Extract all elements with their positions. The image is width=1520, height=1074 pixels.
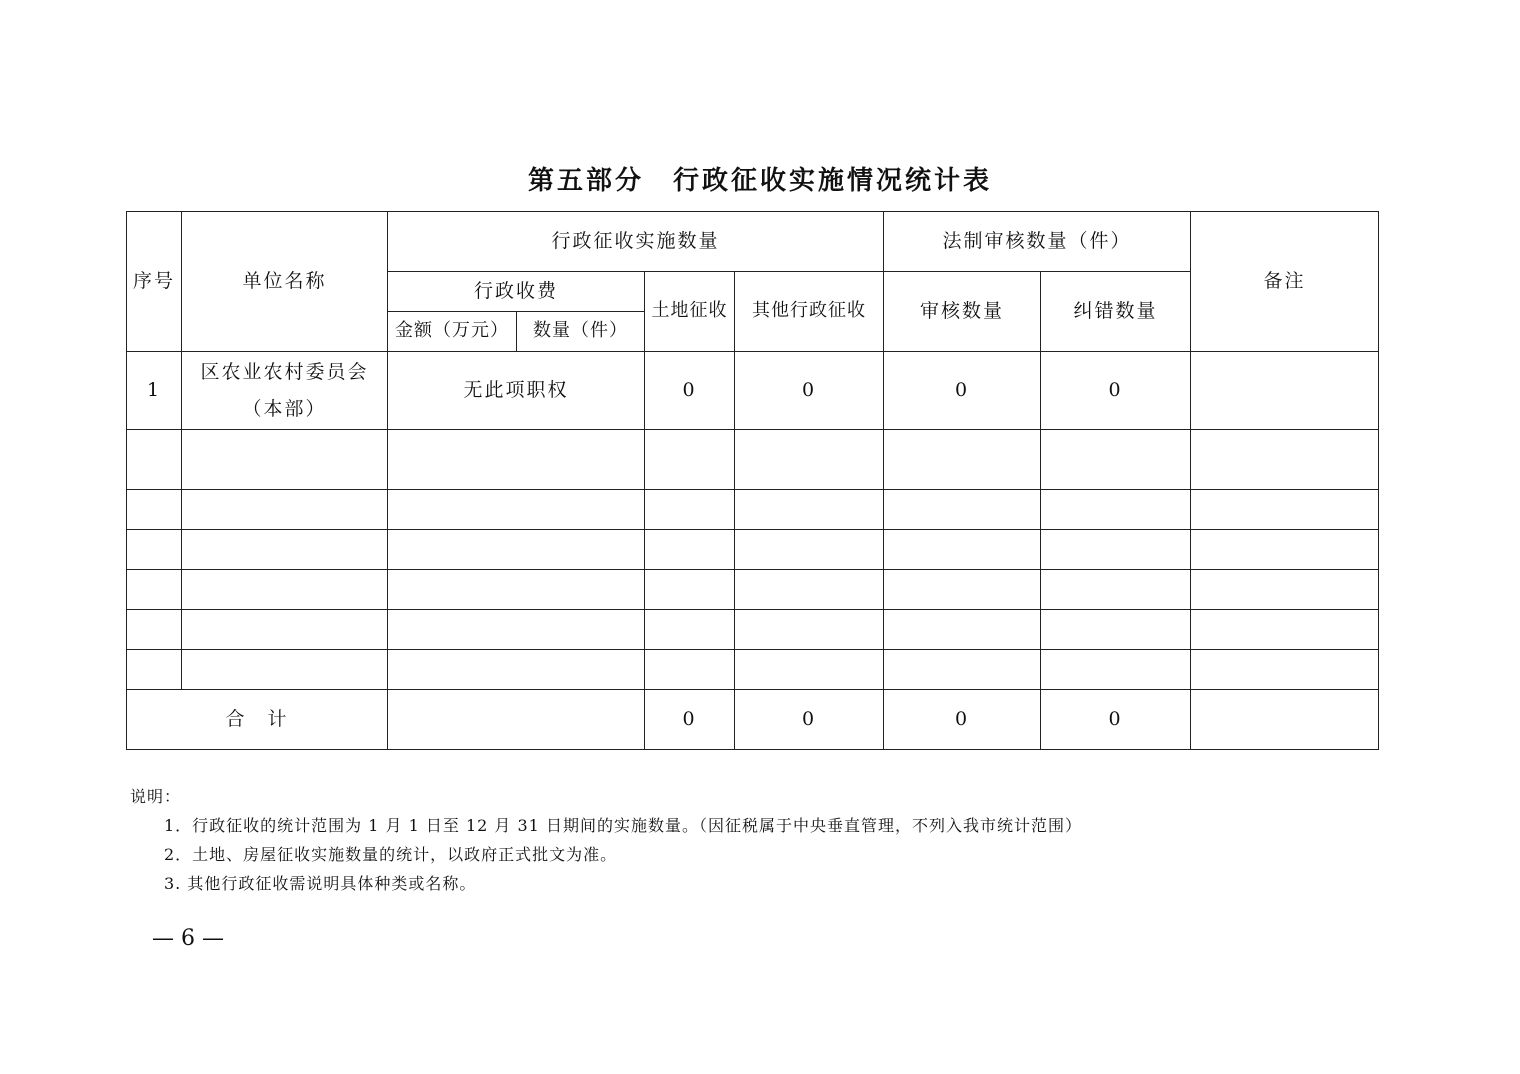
empty-cell <box>182 650 388 690</box>
header-reviewed: 审核数量 <box>884 272 1041 352</box>
row1-other: 0 <box>735 352 884 430</box>
row1-seq: 1 <box>127 352 182 430</box>
empty-cell <box>645 610 735 650</box>
empty-cell <box>127 650 182 690</box>
empty-cell <box>645 530 735 570</box>
header-impl-count: 行政征收实施数量 <box>388 212 884 272</box>
notes-heading: 说明： <box>130 787 182 806</box>
row1-land: 0 <box>645 352 735 430</box>
collection-stats-table <box>126 211 1379 750</box>
empty-cell <box>127 570 182 610</box>
total-land: 0 <box>645 690 735 750</box>
empty-cell <box>884 610 1041 650</box>
table-row <box>127 650 1379 690</box>
table-row <box>127 610 1379 650</box>
empty-cell <box>127 530 182 570</box>
header-seq: 序号 <box>127 212 182 352</box>
empty-cell <box>735 530 884 570</box>
total-other: 0 <box>735 690 884 750</box>
row1-corrected: 0 <box>1041 352 1191 430</box>
table-row <box>127 352 1379 430</box>
empty-cell <box>388 610 645 650</box>
empty-cell <box>735 430 884 490</box>
empty-cell <box>735 490 884 530</box>
header-unit: 单位名称 <box>182 212 388 352</box>
total-label: 合 计 <box>127 690 388 750</box>
row1-reviewed: 0 <box>884 352 1041 430</box>
notes-section <box>130 782 1082 898</box>
empty-cell <box>1041 570 1191 610</box>
table-row <box>127 570 1379 610</box>
page-title: 第五部分 行政征收实施情况统计表 <box>527 166 992 196</box>
empty-cell <box>182 570 388 610</box>
empty-cell <box>735 570 884 610</box>
empty-cell <box>127 610 182 650</box>
empty-cell <box>1191 530 1379 570</box>
empty-cell <box>1041 530 1191 570</box>
empty-cell <box>388 650 645 690</box>
empty-cell <box>1191 430 1379 490</box>
empty-cell <box>388 430 645 490</box>
total-corrected: 0 <box>1041 690 1191 750</box>
empty-cell <box>645 490 735 530</box>
row1-remarks <box>1191 352 1379 430</box>
empty-cell <box>884 570 1041 610</box>
header-corrected: 纠错数量 <box>1041 272 1191 352</box>
header-review-count: 法制审核数量（件） <box>884 212 1191 272</box>
empty-cell <box>182 430 388 490</box>
header-amount: 金额（万元） <box>388 312 517 352</box>
header-land: 土地征收 <box>645 272 735 352</box>
empty-cell <box>182 530 388 570</box>
header-admin-fees: 行政收费 <box>388 272 645 312</box>
page-number: — 6 — <box>152 926 224 951</box>
note-item-1: 1．行政征收的统计范围为 1 月 1 日至 12 月 31 日期间的实施数量。（因征税属于中央垂直管理，不列入我市统计范围） <box>164 816 1082 835</box>
empty-cell <box>884 430 1041 490</box>
empty-cell <box>182 490 388 530</box>
row1-fees: 无此项职权 <box>388 352 645 430</box>
total-reviewed: 0 <box>884 690 1041 750</box>
empty-cell <box>884 650 1041 690</box>
empty-cell <box>735 610 884 650</box>
empty-cell <box>127 430 182 490</box>
row1-unit-line1: 区农业农村委员会 <box>200 361 369 384</box>
empty-cell <box>1041 650 1191 690</box>
empty-cell <box>735 650 884 690</box>
empty-cell <box>1191 490 1379 530</box>
empty-cell <box>884 530 1041 570</box>
empty-cell <box>182 610 388 650</box>
empty-cell <box>1041 490 1191 530</box>
row1-unit <box>182 352 388 430</box>
empty-cell <box>645 650 735 690</box>
header-remarks: 备注 <box>1191 212 1379 352</box>
total-fees <box>388 690 645 750</box>
header-other: 其他行政征收 <box>735 272 884 352</box>
empty-cell <box>1191 570 1379 610</box>
table-row <box>127 490 1379 530</box>
empty-cell <box>127 490 182 530</box>
empty-cell <box>388 530 645 570</box>
note-item-2: 2．土地、房屋征收实施数量的统计，以政府正式批文为准。 <box>164 845 618 864</box>
empty-cell <box>388 570 645 610</box>
table-row <box>127 430 1379 490</box>
total-remarks <box>1191 690 1379 750</box>
row1-unit-line2: （本部） <box>242 397 327 420</box>
empty-cell <box>645 430 735 490</box>
header-quantity: 数量（件） <box>517 312 645 352</box>
empty-cell <box>388 490 645 530</box>
note-item-3: 3. 其他行政征收需说明具体种类或名称。 <box>164 874 477 893</box>
total-row <box>127 690 1379 750</box>
empty-cell <box>1041 610 1191 650</box>
empty-cell <box>1191 610 1379 650</box>
table-row <box>127 530 1379 570</box>
empty-cell <box>884 490 1041 530</box>
empty-cell <box>1191 650 1379 690</box>
empty-cell <box>645 570 735 610</box>
empty-cell <box>1041 430 1191 490</box>
